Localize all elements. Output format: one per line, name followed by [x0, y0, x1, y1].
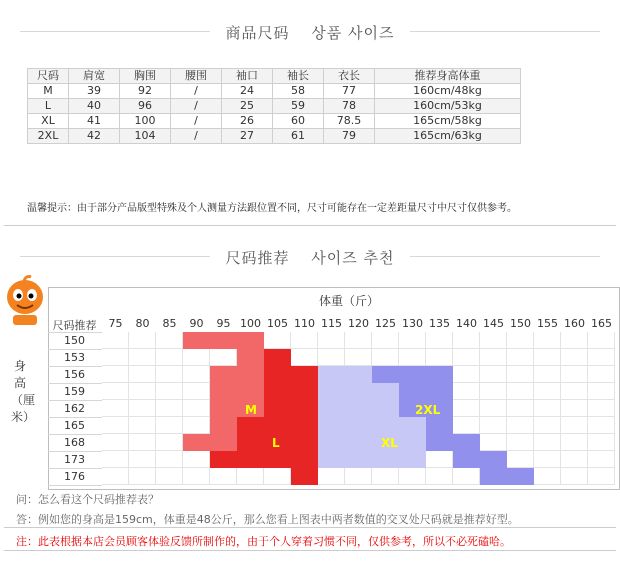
height-tick: 173 — [64, 453, 85, 466]
grid-cell — [588, 451, 615, 468]
size-label-xl: XL — [381, 436, 398, 450]
grid-cell — [399, 468, 426, 485]
grid-cell — [399, 383, 426, 400]
grid-cell — [534, 332, 561, 349]
grid-cell — [264, 383, 291, 400]
size-table-cell: 42 — [69, 129, 120, 144]
size-table-row — [28, 129, 521, 144]
size-table-row — [28, 114, 521, 129]
size-table-cell: 衣长 — [324, 69, 375, 84]
grid-cell — [156, 383, 183, 400]
grid-cell — [264, 468, 291, 485]
grid-cell — [129, 349, 156, 366]
grid-cell — [318, 366, 345, 383]
grid-cell — [453, 400, 480, 417]
height-tick: 165 — [64, 419, 85, 432]
grid-line — [48, 417, 102, 418]
grid-cell — [534, 468, 561, 485]
size-table-row — [28, 99, 521, 114]
answer-text: 答：例如您的身高是159cm，体重是48公斤，那么您看上图表中两者数值的交叉处尺码就是推荐好型。 — [16, 513, 519, 526]
weight-tick: 140 — [456, 317, 477, 330]
grid-cell — [102, 400, 129, 417]
grid-cell — [399, 434, 426, 451]
size-table-cell: 推荐身高体重 — [375, 69, 521, 84]
size-table-cell: / — [171, 84, 222, 99]
bottom-divider — [4, 550, 616, 551]
grid-cell — [480, 468, 507, 485]
height-axis-label: 身高（厘米） — [11, 359, 36, 424]
size-table-cell: 96 — [120, 99, 171, 114]
grid-cell — [534, 400, 561, 417]
grid-cell — [372, 451, 399, 468]
size-table-cell: 59 — [273, 99, 324, 114]
grid-cell — [237, 417, 264, 434]
grid-cell — [453, 417, 480, 434]
grid-cell — [156, 434, 183, 451]
grid-cell — [534, 434, 561, 451]
grid-cell — [318, 468, 345, 485]
grid-cell — [480, 332, 507, 349]
size-table-cell: 40 — [69, 99, 120, 114]
weight-tick: 125 — [375, 317, 396, 330]
grid-cell — [372, 468, 399, 485]
grid-cell — [345, 383, 372, 400]
size-table-cell: / — [171, 114, 222, 129]
grid-line — [48, 332, 102, 333]
grid-cell — [183, 383, 210, 400]
grid-cell — [345, 349, 372, 366]
grid-cell — [210, 451, 237, 468]
size-table-cell: / — [171, 129, 222, 144]
grid-cell — [534, 383, 561, 400]
grid-cell — [156, 451, 183, 468]
grid-cell — [318, 332, 345, 349]
weight-tick: 150 — [510, 317, 531, 330]
note-text: 注：此表根据本店会员顾客体验反馈所制作的，由于个人穿着习惯不同，仅供参考，所以不必死磕哈。 — [16, 535, 511, 548]
grid-cell — [237, 349, 264, 366]
weight-tick: 130 — [402, 317, 423, 330]
grid-cell — [264, 366, 291, 383]
grid-cell — [426, 366, 453, 383]
grid-cell — [237, 332, 264, 349]
size-table-cell: 58 — [273, 84, 324, 99]
grid-cell — [507, 332, 534, 349]
grid-cell — [237, 434, 264, 451]
grid-cell — [156, 349, 183, 366]
grid-cell — [318, 349, 345, 366]
grid-cell — [588, 383, 615, 400]
grid-cell — [210, 468, 237, 485]
weight-tick: 115 — [321, 317, 342, 330]
size-table-cell: 77 — [324, 84, 375, 99]
grid-cell — [507, 349, 534, 366]
corner-label: 尺码推荐 — [52, 319, 97, 332]
grid-cell — [453, 349, 480, 366]
weight-tick: 90 — [189, 317, 204, 330]
weight-tick: 165 — [591, 317, 612, 330]
size-table-cell: 92 — [120, 84, 171, 99]
size-table-cell: 78 — [324, 99, 375, 114]
size-table-cell: 61 — [273, 129, 324, 144]
grid-cell — [291, 366, 318, 383]
size-table-cell: 79 — [324, 129, 375, 144]
grid-cell — [102, 451, 129, 468]
weight-tick: 155 — [537, 317, 558, 330]
grid-cell — [345, 434, 372, 451]
grid-cell — [129, 383, 156, 400]
size-table-cell: 41 — [69, 114, 120, 129]
grid-cell — [129, 434, 156, 451]
grid-cell — [507, 434, 534, 451]
grid-cell — [291, 417, 318, 434]
grid-cell — [102, 434, 129, 451]
grid-cell — [480, 400, 507, 417]
size-table-cell: 27 — [222, 129, 273, 144]
weight-tick: 80 — [135, 317, 150, 330]
grid-cell — [426, 468, 453, 485]
height-tick: 153 — [64, 351, 85, 364]
size-table-cell: 25 — [222, 99, 273, 114]
grid-cell — [480, 434, 507, 451]
weight-tick: 160 — [564, 317, 585, 330]
size-table-cell: 160cm/48kg — [375, 84, 521, 99]
size-table-cell: 160cm/53kg — [375, 99, 521, 114]
grid-cell — [426, 417, 453, 434]
grid-cell — [210, 366, 237, 383]
grid-cell — [291, 434, 318, 451]
grid-line — [48, 383, 102, 384]
size-table-cell: M — [28, 84, 69, 99]
grid-cell — [453, 468, 480, 485]
grid-cell — [210, 383, 237, 400]
grid-cell — [480, 383, 507, 400]
size-table-header — [28, 69, 521, 84]
grid-cell — [183, 400, 210, 417]
size-table-cell: 肩宽 — [69, 69, 120, 84]
section-divider — [4, 225, 616, 226]
grid-cell — [561, 366, 588, 383]
grid-cell — [102, 417, 129, 434]
grid-cell — [453, 434, 480, 451]
grid-cell — [426, 383, 453, 400]
grid-cell — [183, 468, 210, 485]
grid-cell — [561, 332, 588, 349]
weight-tick: 135 — [429, 317, 450, 330]
grid-cell — [318, 400, 345, 417]
weight-tick: 145 — [483, 317, 504, 330]
size-table-cell: 袖口 — [222, 69, 273, 84]
mascot-icon — [4, 275, 46, 327]
size-table-cell: XL — [28, 114, 69, 129]
grid-cell — [183, 366, 210, 383]
grid-line — [48, 434, 102, 435]
height-tick: 162 — [64, 402, 85, 415]
grid-cell — [237, 383, 264, 400]
size-table-cell: 165cm/63kg — [375, 129, 521, 144]
grid-cell — [237, 451, 264, 468]
grid-cell — [318, 434, 345, 451]
grid-cell — [156, 400, 183, 417]
grid-cell — [399, 451, 426, 468]
grid-cell — [156, 468, 183, 485]
grid-cell — [507, 417, 534, 434]
grid-cell — [399, 332, 426, 349]
grid-cell — [561, 349, 588, 366]
grid-cell — [156, 417, 183, 434]
grid-cell — [561, 468, 588, 485]
grid-cell — [561, 383, 588, 400]
weight-tick: 85 — [162, 317, 177, 330]
weight-axis-title: 体重（斤） — [318, 294, 379, 308]
grid-cell — [210, 349, 237, 366]
grid-cell — [426, 349, 453, 366]
size-table-cell: 胸围 — [120, 69, 171, 84]
height-tick: 159 — [64, 385, 85, 398]
grid-cell — [318, 417, 345, 434]
grid-cell — [129, 451, 156, 468]
size-table-cell: / — [171, 99, 222, 114]
grid-cell — [588, 332, 615, 349]
grid-cell — [129, 332, 156, 349]
grid-line — [48, 485, 102, 486]
grid-cell — [129, 400, 156, 417]
grid-line — [48, 468, 102, 469]
size-table-cell: 78.5 — [324, 114, 375, 129]
grid-cell — [453, 451, 480, 468]
size-table-cell: 袖长 — [273, 69, 324, 84]
grid-cell — [129, 366, 156, 383]
grid-cell — [156, 366, 183, 383]
size-table-cell: 腰围 — [171, 69, 222, 84]
grid-cell — [129, 417, 156, 434]
grid-cell — [102, 366, 129, 383]
grid-cell — [237, 468, 264, 485]
grid-cell — [291, 383, 318, 400]
grid-cell — [183, 332, 210, 349]
grid-cell — [345, 366, 372, 383]
grid-cell — [264, 400, 291, 417]
grid-line — [48, 366, 102, 367]
grid-cell — [534, 417, 561, 434]
size-table-row — [28, 84, 521, 99]
grid-cell — [291, 451, 318, 468]
grid-cell — [534, 349, 561, 366]
grid-cell — [291, 332, 318, 349]
grid-cell — [480, 451, 507, 468]
grid-cell — [372, 349, 399, 366]
grid-cell — [156, 332, 183, 349]
size-label-2xl: 2XL — [415, 403, 441, 417]
grid-cell — [534, 366, 561, 383]
grid-line — [48, 400, 102, 401]
grid-cell — [588, 468, 615, 485]
height-tick: 150 — [64, 334, 85, 347]
grid-cell — [372, 366, 399, 383]
grid-cell — [345, 468, 372, 485]
weight-tick: 100 — [240, 317, 261, 330]
grid-cell — [588, 366, 615, 383]
grid-cell — [399, 349, 426, 366]
grid-cell — [237, 366, 264, 383]
grid-cell — [426, 434, 453, 451]
size-section-title: 商品尺码 상품 사이즈 — [225, 24, 395, 42]
grid-cell — [507, 451, 534, 468]
grid-cell — [183, 417, 210, 434]
grid-cell — [480, 349, 507, 366]
size-table-cell: 39 — [69, 84, 120, 99]
grid-cell — [264, 451, 291, 468]
grid-cell — [372, 400, 399, 417]
size-table-cell: L — [28, 99, 69, 114]
grid-cell — [372, 383, 399, 400]
grid-cell — [210, 434, 237, 451]
size-table-cell: 60 — [273, 114, 324, 129]
size-label-m: M — [245, 403, 257, 417]
grid-cell — [264, 332, 291, 349]
grid-line — [48, 451, 102, 452]
grid-cell — [291, 400, 318, 417]
grid-cell — [345, 400, 372, 417]
grid-cell — [426, 332, 453, 349]
grid-cell — [183, 434, 210, 451]
grid-cell — [453, 383, 480, 400]
grid-cell — [399, 366, 426, 383]
grid-cell — [210, 332, 237, 349]
size-table-cell: 100 — [120, 114, 171, 129]
grid-cell — [345, 451, 372, 468]
grid-cell — [534, 451, 561, 468]
grid-cell — [399, 417, 426, 434]
grid-cell — [588, 417, 615, 434]
height-tick: 176 — [64, 470, 85, 483]
weight-tick: 120 — [348, 317, 369, 330]
weight-tick: 95 — [216, 317, 231, 330]
size-table-cell: 24 — [222, 84, 273, 99]
grid-cell — [102, 349, 129, 366]
grid-cell — [480, 366, 507, 383]
weight-tick: 110 — [294, 317, 315, 330]
grid-cell — [291, 468, 318, 485]
recommend-section-title: 尺码推荐 사이즈 추천 — [225, 249, 395, 267]
size-tip: 温馨提示：由于部分产品版型特殊及个人测量方法跟位置不同，尺寸可能存在一定差距量尺寸中尺寸仅供参考。 — [27, 203, 517, 214]
grid-cell — [561, 400, 588, 417]
size-table — [27, 68, 521, 144]
grid-cell — [102, 332, 129, 349]
grid-cell — [561, 451, 588, 468]
size-table-cell: 26 — [222, 114, 273, 129]
grid-cell — [507, 383, 534, 400]
grid-cell — [561, 434, 588, 451]
grid-cell — [318, 451, 345, 468]
grid-cell — [507, 400, 534, 417]
grid-cell — [183, 451, 210, 468]
grid-cell — [102, 383, 129, 400]
grid-cell — [507, 366, 534, 383]
grid-cell — [507, 468, 534, 485]
note-divider — [4, 527, 616, 528]
grid-cell — [291, 349, 318, 366]
height-tick: 156 — [64, 368, 85, 381]
grid-cell — [210, 417, 237, 434]
grid-cell — [561, 417, 588, 434]
size-table-cell: 2XL — [28, 129, 69, 144]
question-text: 问：怎么看这个尺码推荐表？ — [16, 493, 159, 506]
grid-cell — [372, 417, 399, 434]
size-label-l: L — [272, 436, 280, 450]
grid-cell — [588, 400, 615, 417]
grid-cell — [345, 332, 372, 349]
grid-cell — [210, 400, 237, 417]
grid-cell — [318, 383, 345, 400]
grid-cell — [264, 417, 291, 434]
grid-cell — [264, 349, 291, 366]
size-table-cell: 165cm/58kg — [375, 114, 521, 129]
grid-cell — [183, 349, 210, 366]
grid-cell — [372, 332, 399, 349]
grid-cell — [453, 366, 480, 383]
grid-cell — [426, 451, 453, 468]
weight-tick: 75 — [108, 317, 123, 330]
grid-cell — [588, 434, 615, 451]
weight-tick: 105 — [267, 317, 288, 330]
size-table-cell: 104 — [120, 129, 171, 144]
grid-cell — [480, 417, 507, 434]
grid-cell — [453, 332, 480, 349]
grid-line — [48, 349, 102, 350]
grid-cell — [102, 468, 129, 485]
size-table-cell: 尺码 — [28, 69, 69, 84]
grid-cell — [129, 468, 156, 485]
height-tick: 168 — [64, 436, 85, 449]
grid-cell — [345, 417, 372, 434]
grid-cell — [588, 349, 615, 366]
